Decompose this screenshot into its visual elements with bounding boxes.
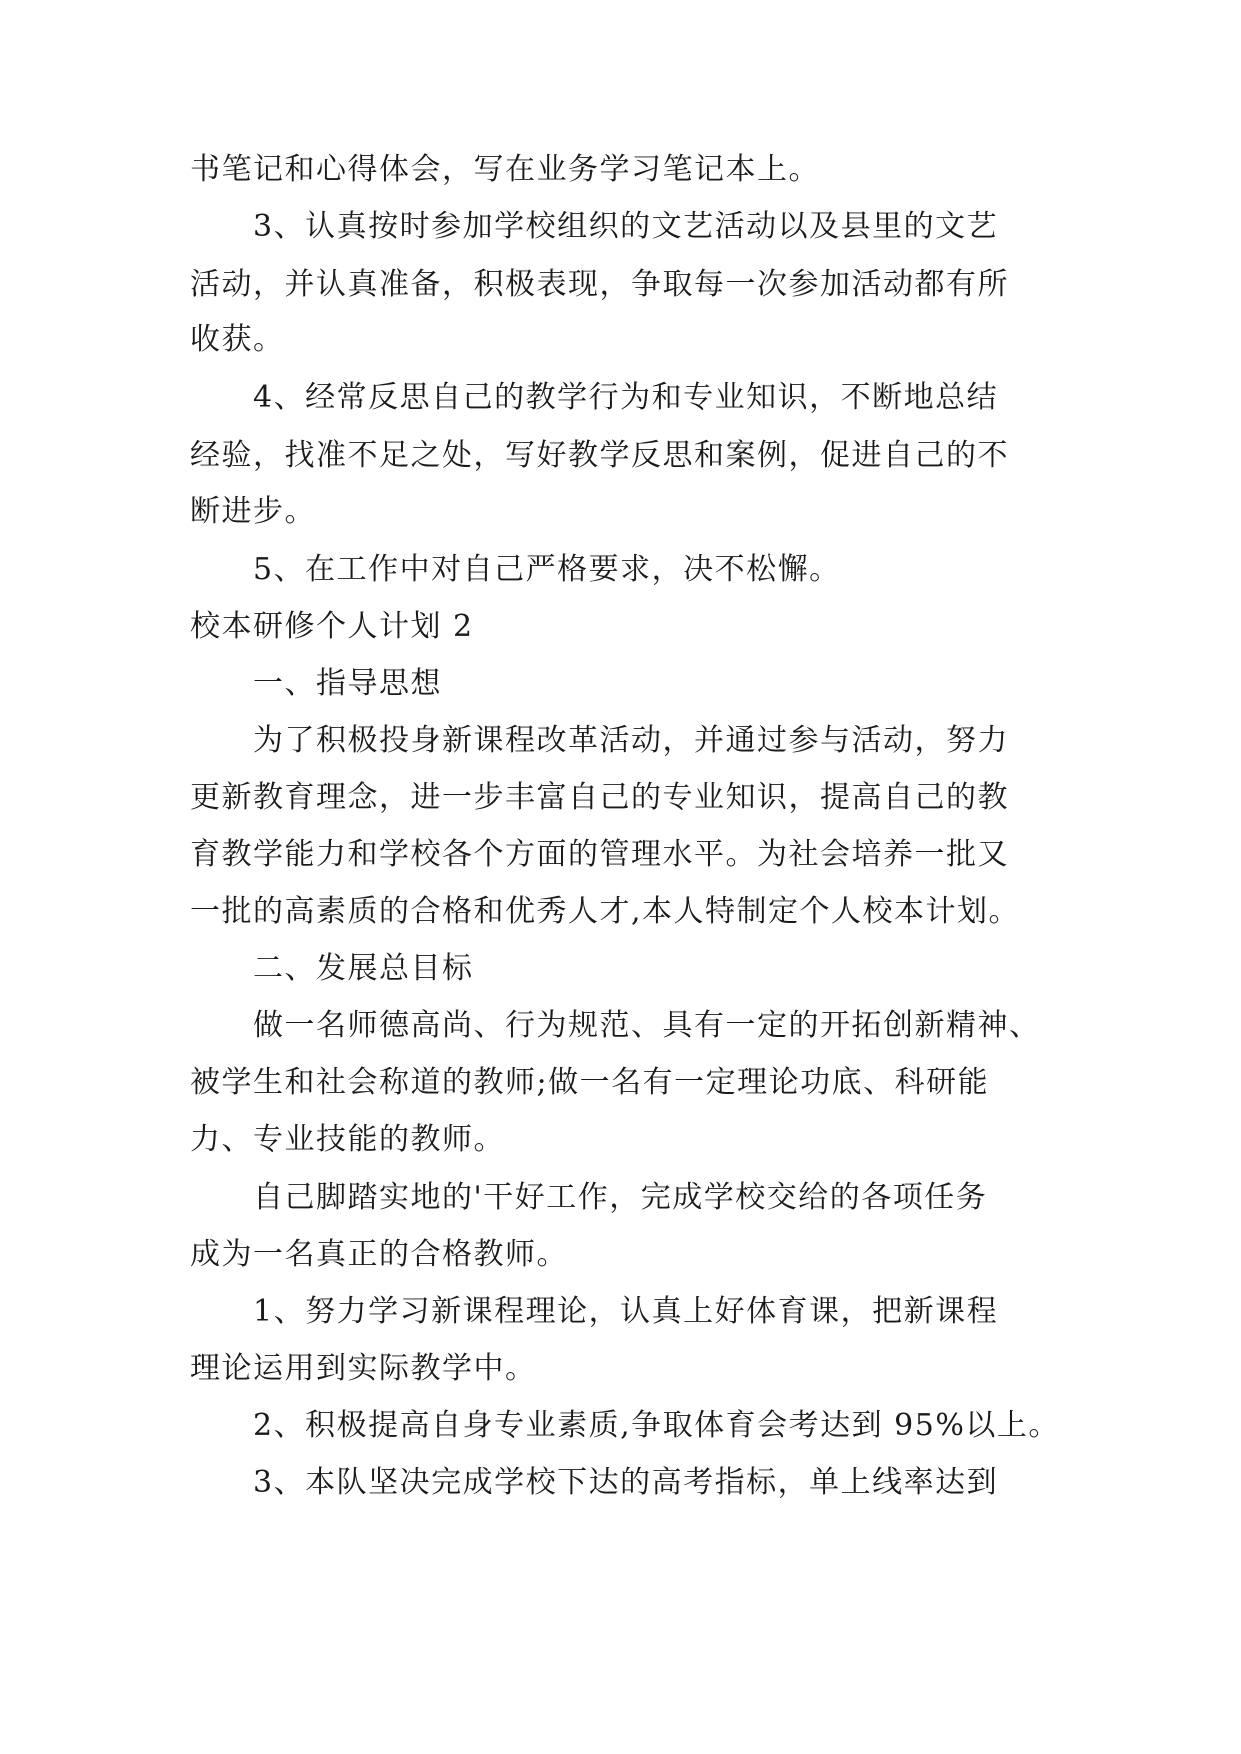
text-line-23: 2、积极提高自身专业素质,争取体育会考达到 95%以上。 — [253, 1408, 1060, 1443]
text-line-8: 5、在工作中对自己严格要求，决不松懈。 — [253, 552, 841, 587]
text-line-6: 经验，找准不足之处，写好教学反思和案例，促进自己的不 — [190, 438, 1009, 473]
text-line-4: 收获。 — [190, 322, 285, 357]
text-line-18: 力、专业技能的教师。 — [190, 1122, 505, 1157]
text-line-24: 3、本队坚决完成学校下达的高考指标，单上线率达到 — [253, 1465, 999, 1500]
text-line-16: 做一名师德高尚、行为规范、具有一定的开拓创新精神、 — [253, 1008, 1041, 1043]
text-line-19: 自己脚踏实地的'干好工作，完成学校交给的各项任务 — [253, 1180, 988, 1215]
heading-development-goal: 二、发展总目标 — [253, 951, 474, 986]
text-line-11: 为了积极投身新课程改革活动，并通过参与活动，努力 — [253, 723, 1009, 758]
heading-guiding-thought: 一、指导思想 — [253, 666, 442, 701]
text-line-7: 断进步。 — [190, 494, 316, 529]
text-line-2: 3、认真按时参加学校组织的文艺活动以及县里的文艺 — [253, 209, 999, 244]
section-title: 校本研修个人计划 2 — [190, 609, 474, 644]
text-line-21: 1、努力学习新课程理论，认真上好体育课，把新课程 — [253, 1294, 999, 1329]
text-line-20: 成为一名真正的合格教师。 — [190, 1237, 568, 1272]
text-line-1: 书笔记和心得体会，写在业务学习笔记本上。 — [190, 152, 820, 187]
text-line-17: 被学生和社会称道的教师;做一名有一定理论功底、科研能 — [190, 1065, 990, 1100]
text-line-13: 育教学能力和学校各个方面的管理水平。为社会培养一批又 — [190, 837, 1009, 872]
text-line-14: 一批的高素质的合格和优秀人才,本人特制定个人校本计划。 — [190, 894, 1021, 929]
text-line-12: 更新教育理念，进一步丰富自己的专业知识，提高自己的教 — [190, 780, 1009, 815]
text-line-5: 4、经常反思自己的教学行为和专业知识，不断地总结 — [253, 380, 999, 415]
text-line-22: 理论运用到实际教学中。 — [190, 1351, 537, 1386]
text-line-3: 活动，并认真准备，积极表现，争取每一次参加活动都有所 — [190, 267, 1009, 302]
